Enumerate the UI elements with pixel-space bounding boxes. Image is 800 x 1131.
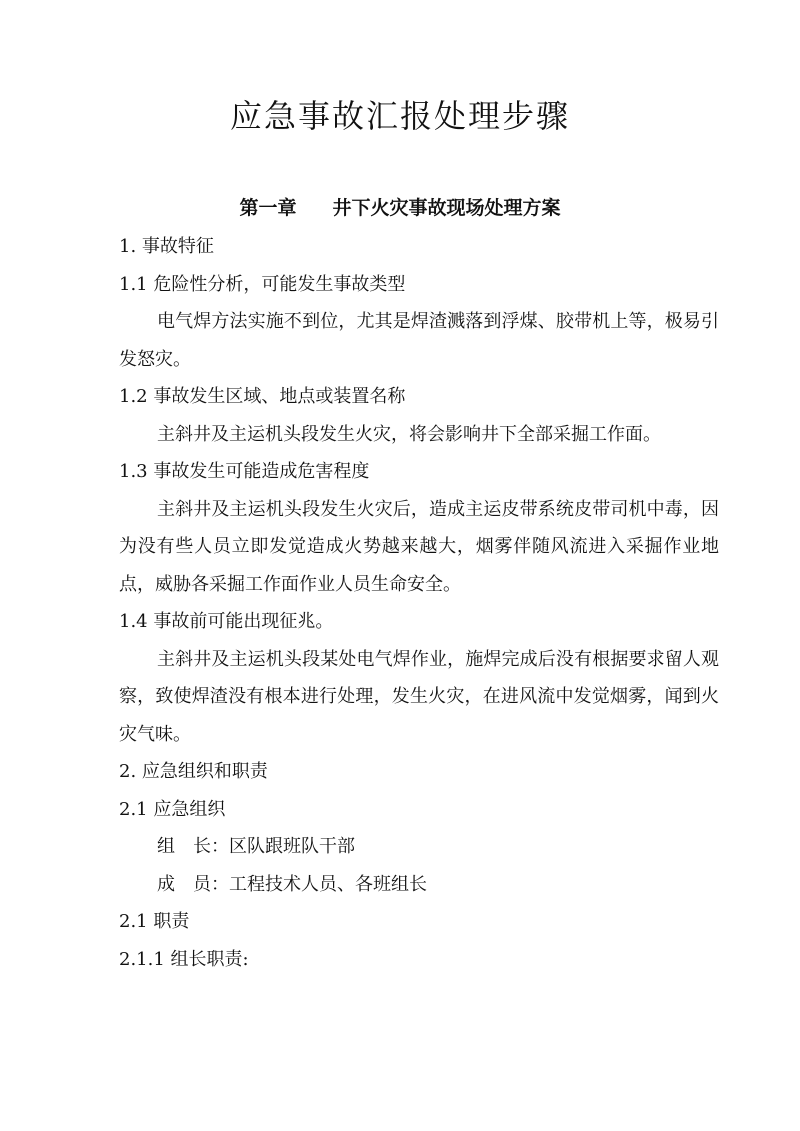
paragraph-1-2: 主斜井及主运机头段发生火灾，将会影响井下全部采掘工作面。	[157, 423, 661, 445]
chapter-number: 第一章	[239, 197, 297, 219]
section-heading-1-2: 1.2 事故发生区域、地点或装置名称	[119, 386, 406, 407]
chapter-title: 井下火灾事故现场处理方案	[332, 197, 561, 219]
team-members-line: 成 员：工程技术人员、各班组长	[157, 873, 427, 895]
paragraph-1-4: 主斜井及主运机头段某处电气焊作业，施焊完成后没有根据要求留人观察，致使焊渣没有根本进行处理，发生火灾，在进风流中发觉烟雾，闻到火灾气味。	[119, 648, 719, 745]
section-heading-1-1: 1.1 危险性分析，可能发生事故类型	[119, 273, 406, 295]
chapter-heading	[0, 192, 800, 224]
section-heading-2-1-duties: 2.1 职责	[119, 911, 190, 932]
section-heading-1: 1. 事故特征	[119, 236, 214, 257]
paragraph-1-1: 电气焊方法实施不到位，尤其是焊渣溅落到浮煤、胶带机上等，极易引发怒灾。	[119, 311, 719, 370]
section-heading-2-1-1: 2.1.1 组长职责:	[119, 948, 249, 970]
section-heading-2: 2. 应急组织和职责	[119, 761, 268, 782]
section-heading-2-1: 2.1 应急组织	[119, 798, 226, 820]
section-heading-1-3: 1.3 事故发生可能造成危害程度	[119, 461, 370, 482]
document-body	[119, 228, 719, 978]
team-leader-line: 组 长：区队跟班队干部	[157, 836, 355, 857]
section-heading-1-4: 1.4 事故前可能出现征兆。	[119, 611, 334, 632]
document-title: 应急事故汇报处理步骤	[229, 97, 570, 135]
paragraph-1-3: 主斜井及主运机头段发生火灾后，造成主运皮带系统皮带司机中毒，因为没有些人员立即发觉造成火势越来越大，烟雾伴随风流进入采掘作业地点，威胁各采掘工作面作业人员生命安全。	[119, 498, 719, 595]
